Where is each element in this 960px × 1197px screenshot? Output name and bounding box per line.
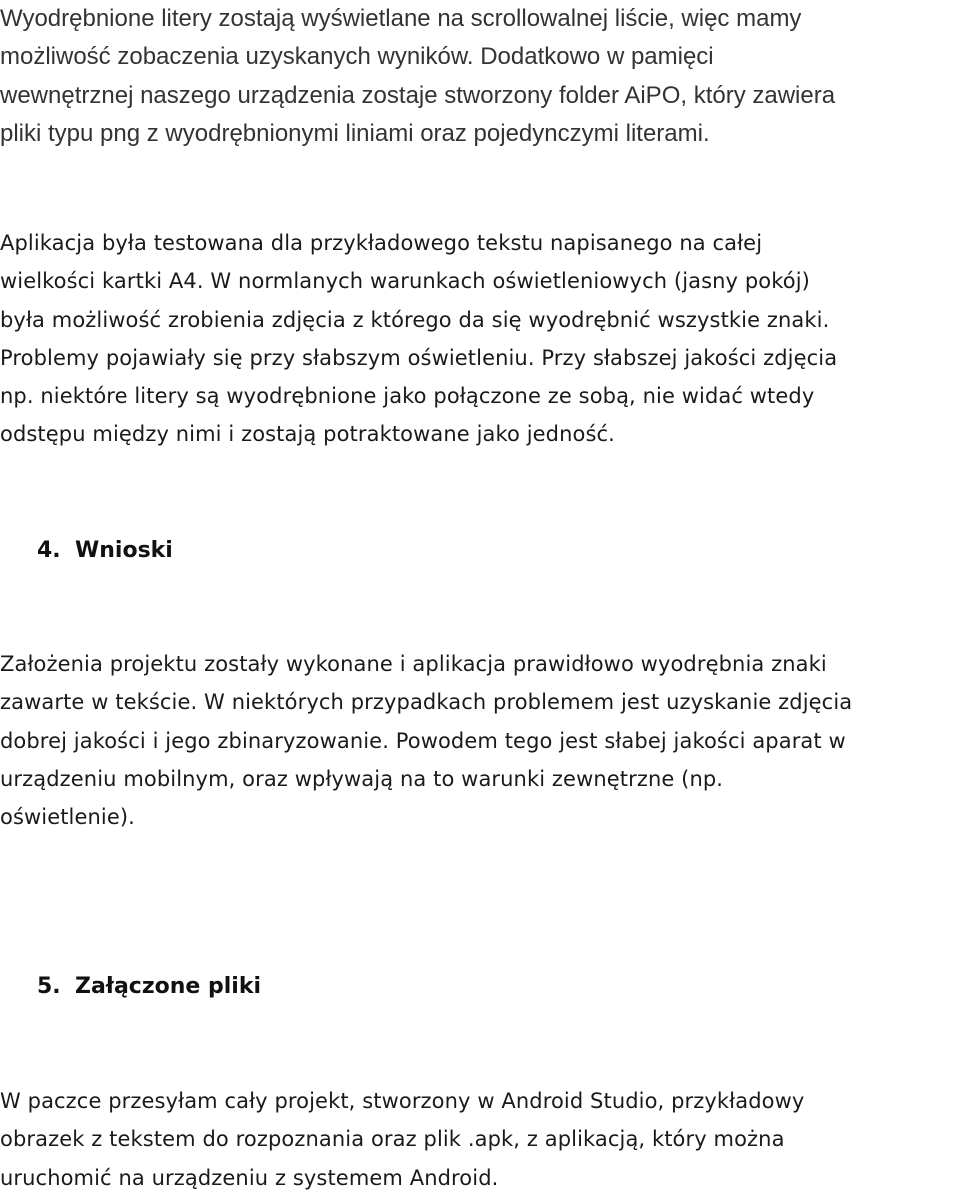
text-line: Wyodrębnione litery zostają wyświetlane na scrollowalnej liście, więc mamy [0, 5, 802, 32]
text-line: pliki typu png z wyodrębnionymi liniami oraz pojedynczymi literami. [0, 119, 710, 147]
text-line: np. niektóre litery są wyodrębnione jako połączone ze sobą, nie widać wtedy [0, 384, 815, 409]
paragraph-conclusions [0, 645, 960, 836]
text-line: oświetlenie). [0, 805, 135, 830]
paragraph-results-list [0, 0, 960, 153]
text-line: urządzeniu mobilnym, oraz wpływają na to warunki zewnętrzne (np. [0, 766, 724, 791]
section-heading-attachments [37, 972, 261, 1002]
text-line: wewnętrznej naszego urządzenia zostaje stworzony folder AiPO, który zawiera [0, 81, 836, 109]
text-line: W paczce przesyłam cały projekt, stworzony w Android Studio, przykładowy [0, 1089, 805, 1113]
section-title: Wnioski [75, 538, 173, 563]
section-number: 5. [37, 974, 61, 999]
text-line: Problemy pojawiały się przy słabszym oświetleniu. Przy słabszej jakości zdjęcia [0, 345, 838, 370]
section-number: 4. [37, 538, 61, 563]
section-title: Załączone pliki [75, 974, 262, 999]
paragraph-testing [0, 224, 960, 454]
text-line: obrazek z tekstem do rozpoznania oraz plik .apk, z aplikacją, który można [0, 1127, 785, 1152]
text-line: dobrej jakości i jego zbinaryzowanie. Powodem tego jest słabej jakości aparat w [0, 728, 846, 753]
text-line: wielkości kartki A4. W normlanych warunkach oświetleniowych (jasny pokój) [0, 269, 810, 294]
text-line: możliwość zobaczenia uzyskanych wyników. Dodatkowo w pamięci [0, 43, 714, 71]
text-line: była możliwość zrobienia zdjęcia z którego da się wyodrębnić wszystkie znaki. [0, 307, 830, 332]
text-line: Aplikacja była testowana dla przykładowego tekstu napisanego na całej [0, 231, 763, 255]
text-line: odstępu między nimi i zostają potraktowane jako jedność. [0, 422, 615, 447]
paragraph-attachments [0, 1082, 960, 1197]
text-line: uruchomić na urządzeniu z systemem Android. [0, 1165, 499, 1190]
section-heading-conclusions [37, 536, 173, 566]
text-line: zawarte w tekście. W niektórych przypadkach problemem jest uzyskanie zdjęcia [0, 690, 853, 715]
text-line: Założenia projektu zostały wykonane i aplikacja prawidłowo wyodrębnia znaki [0, 652, 827, 676]
